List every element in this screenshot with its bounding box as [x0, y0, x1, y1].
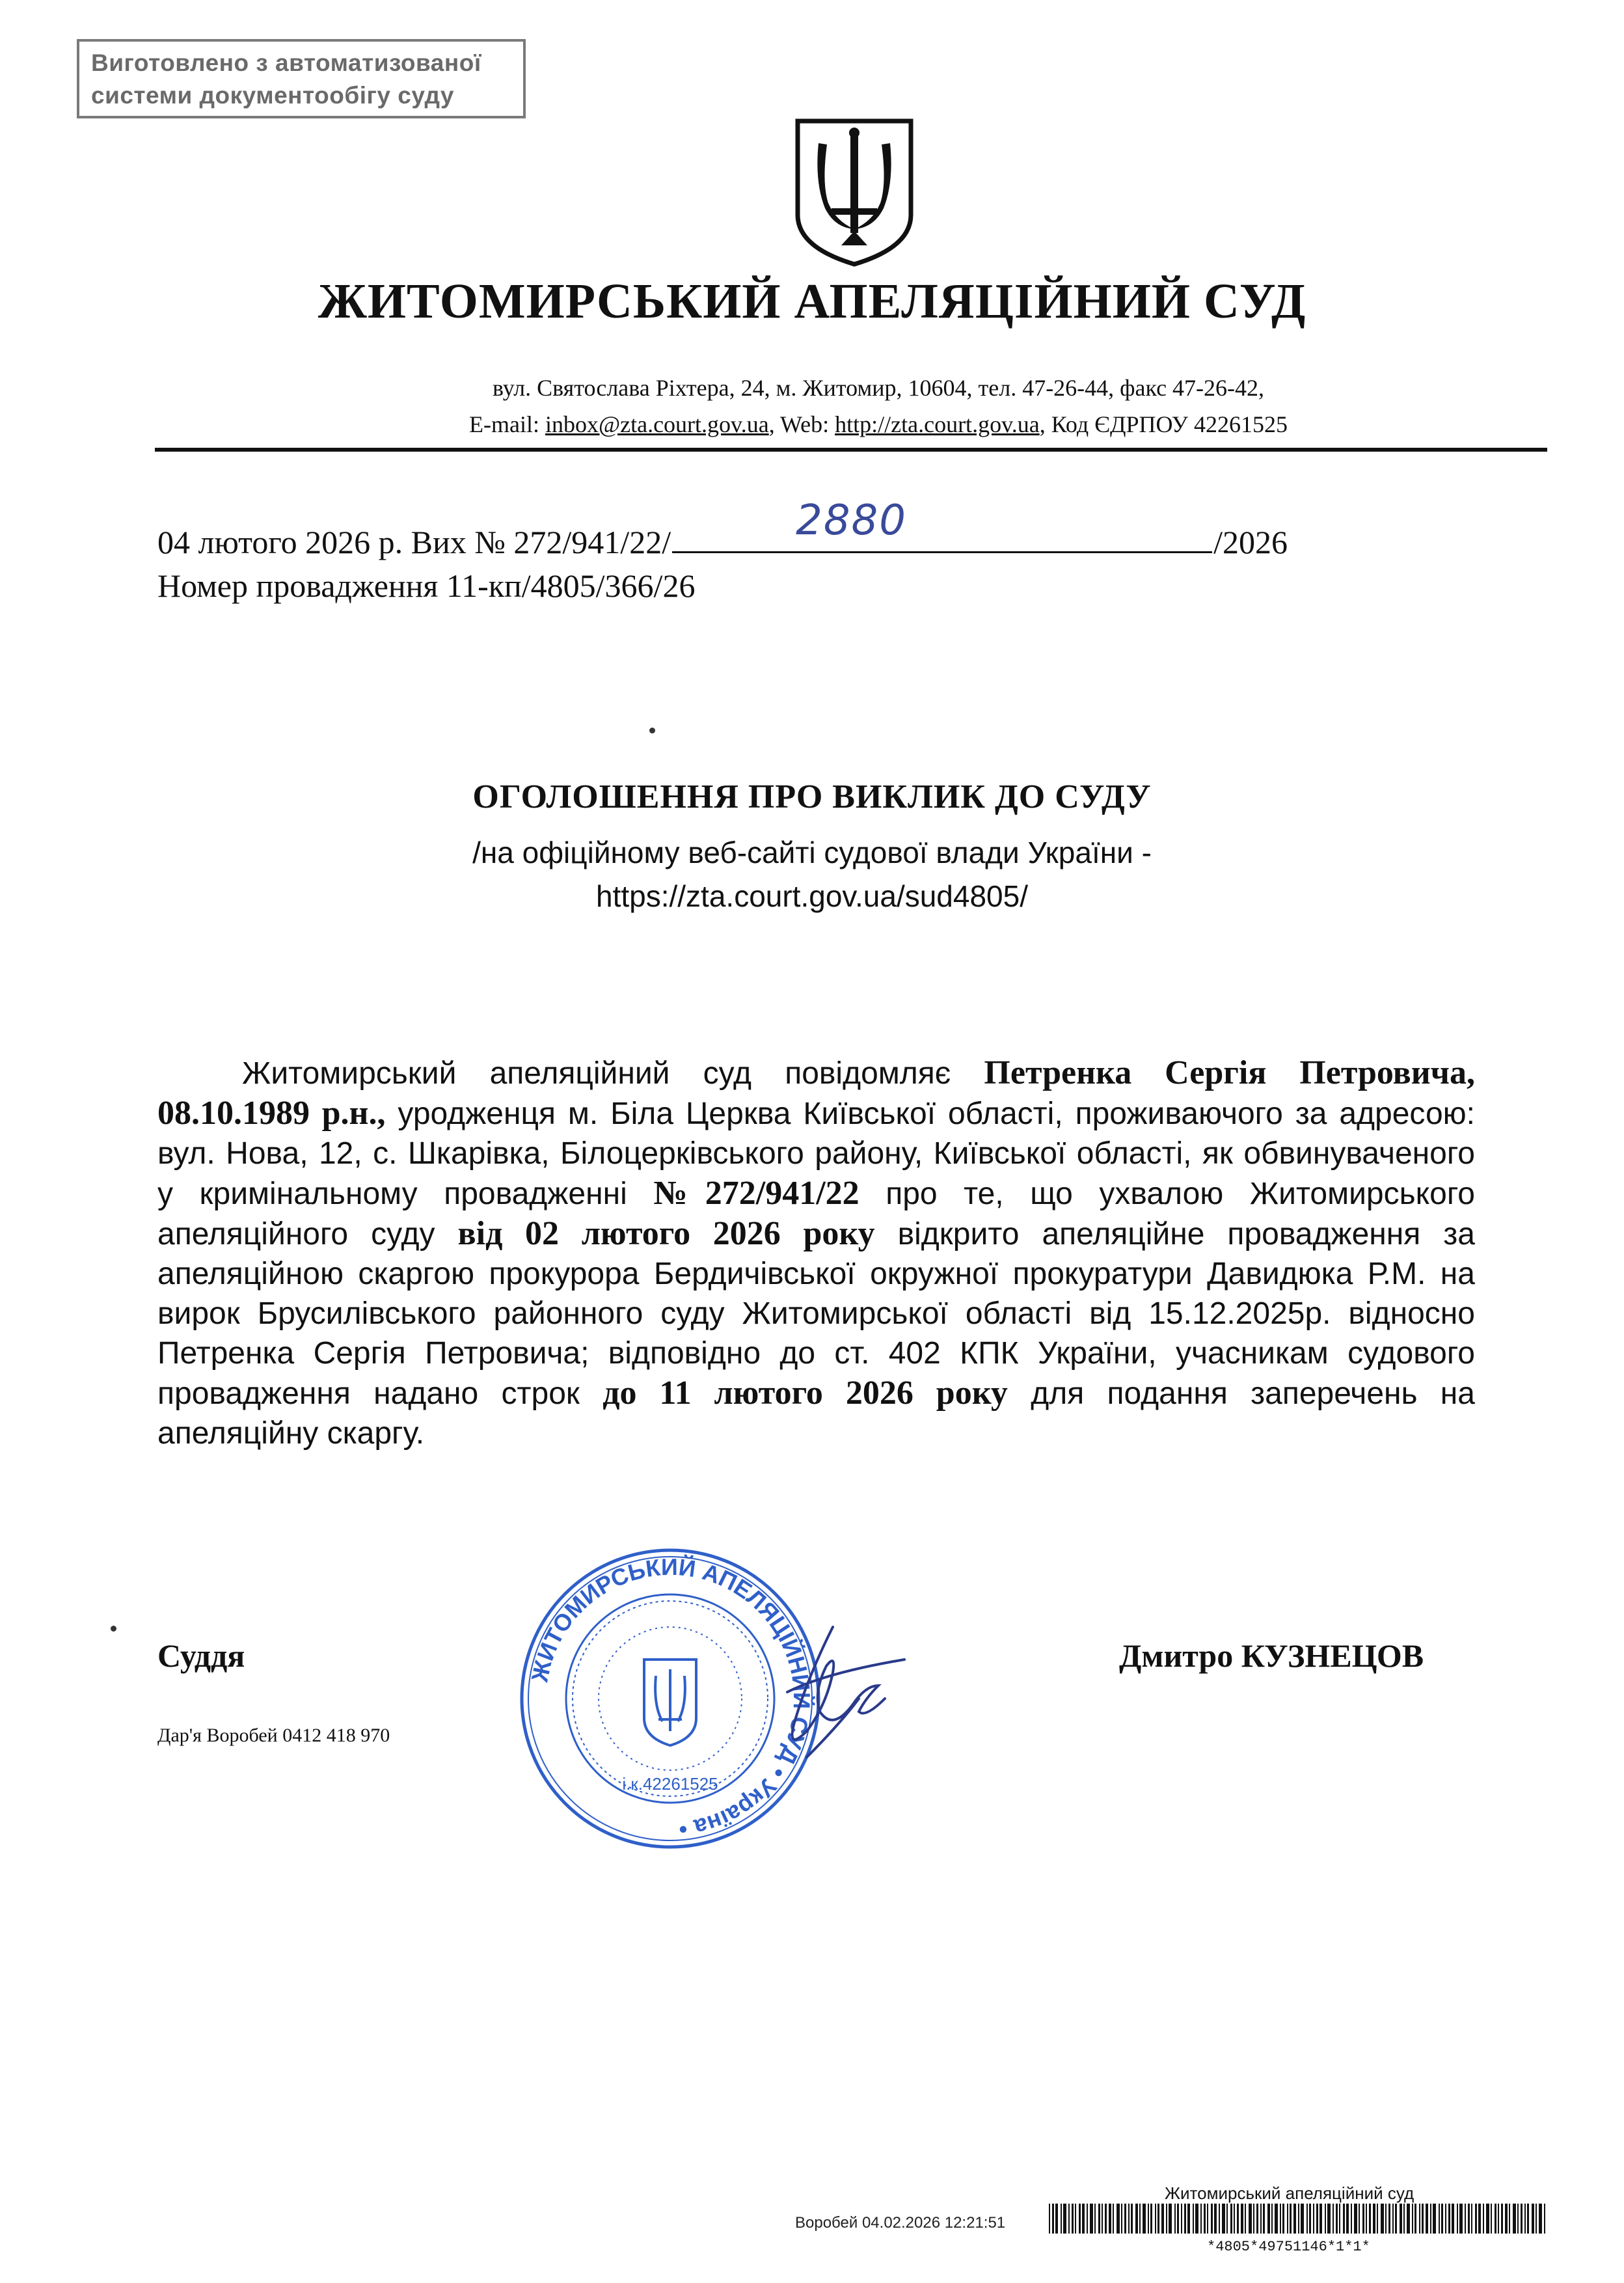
barcode-bar [1063, 2204, 1066, 2234]
edrpou-code: , Код ЄДРПОУ 42261525 [1039, 411, 1288, 437]
barcode-bar [1373, 2204, 1375, 2234]
barcode-bar [1465, 2204, 1466, 2234]
barcode-bar [1539, 2204, 1542, 2234]
system-stamp [77, 39, 526, 118]
barcode-bar [1327, 2204, 1331, 2234]
judge-signature [761, 1620, 930, 1764]
barcode-bar [1430, 2204, 1431, 2234]
barcode-bar [1483, 2204, 1484, 2234]
barcode-bar [1381, 2204, 1384, 2234]
court-title: ЖИТОМИРСЬКИЙ АПЕЛЯЦІЙНИЙ СУД [318, 274, 1306, 329]
barcode-bar [1177, 2204, 1179, 2234]
barcode-bar [1280, 2204, 1281, 2234]
proceeding-number: Номер провадження 11-кп/4805/366/26 [157, 567, 696, 604]
barcode-bar [1052, 2204, 1054, 2234]
footer-timestamp: Воробей 04.02.2026 12:21:51 [795, 2214, 1006, 2232]
barcode-bar [1102, 2204, 1103, 2234]
system-stamp-line1: Виготовлено з автоматизованої [91, 49, 481, 76]
barcode-bar [1155, 2204, 1156, 2234]
barcode-bar [1287, 2204, 1288, 2234]
barcode-bar [1169, 2204, 1172, 2234]
barcode-bar [1468, 2204, 1470, 2234]
barcode-bar [1298, 2204, 1299, 2234]
barcode-bar [1369, 2204, 1371, 2234]
barcode-bar [1343, 2204, 1345, 2234]
barcode-bar [1128, 2204, 1130, 2234]
system-stamp-line2: системи документообігу суду [91, 82, 454, 109]
executor-contact: Дар'я Воробей 0412 418 970 [157, 1725, 390, 1746]
barcode-bar [1509, 2204, 1510, 2234]
barcode-bar [1452, 2204, 1454, 2234]
announcement-url: https://zta.court.gov.ua/sud4805/ [595, 879, 1028, 913]
barcode-bar [1094, 2204, 1096, 2234]
barcode-bar [1275, 2204, 1278, 2234]
barcode-bar [1222, 2204, 1225, 2234]
barcode-bar [1395, 2204, 1397, 2234]
barcode-bar [1148, 2204, 1149, 2234]
barcode-bar [1237, 2204, 1239, 2234]
barcode-bar [1200, 2204, 1202, 2234]
barcode-bar [1419, 2204, 1420, 2234]
barcode-bar [1414, 2204, 1416, 2234]
barcode-bar [1184, 2204, 1186, 2234]
barcode-bar [1532, 2204, 1534, 2234]
barcode-bar [1445, 2204, 1446, 2234]
speck [649, 728, 655, 733]
barcode-bar [1426, 2204, 1428, 2234]
barcode-bar [1195, 2204, 1198, 2234]
judge-name: Дмитро КУЗНЕЦОВ [1119, 1637, 1424, 1674]
barcode-bar [1049, 2204, 1050, 2234]
body-text: про те, що ухвалою Житомирського апеляційного суду [157, 1177, 1476, 1251]
barcode-bar [1234, 2204, 1235, 2234]
barcode-bar [1309, 2204, 1311, 2234]
barcode-bar [1245, 2204, 1246, 2234]
barcode-bar [1207, 2204, 1208, 2234]
outgoing-number [157, 497, 1288, 565]
ruling-date: від 02 лютого 2026 року [457, 1215, 875, 1252]
barcode-bar [1457, 2204, 1458, 2234]
barcode-bar [1333, 2204, 1334, 2234]
barcode-bar [1157, 2204, 1159, 2234]
barcode-bar [1193, 2204, 1194, 2234]
barcode-bar [1079, 2204, 1081, 2234]
barcode-bar [1082, 2204, 1085, 2234]
barcode-bar [1293, 2204, 1296, 2234]
barcode-bar [1068, 2204, 1070, 2234]
email-label: E-mail: [468, 411, 545, 437]
barcode-bar [1407, 2204, 1410, 2234]
barcode-bar [1271, 2204, 1273, 2234]
barcode-bar [1495, 2204, 1496, 2234]
body-text: відкрито апеляційне провадження за апеляційною скаргою прокурора Бердичівської окружної прокуратури Давидюка Р.М. на вирок Брусилівського районного суду Житомирської області від 15.12.2025р. відносно Петренка Сергія Петровича; відповідно до ст. 402 КПК України, учасникам судового провадження надано строк [157, 1217, 1475, 1411]
barcode-bar [1075, 2204, 1076, 2234]
speck [111, 1626, 116, 1632]
seal-code: і.к.42261525 [622, 1774, 718, 1794]
barcode-bar [1325, 2204, 1326, 2234]
seal-text: ЖИТОМИРСЬКИЙ АПЕЛЯЦІЙНИЙ СУД • Україна • [526, 1553, 816, 1844]
barcode-bar [1475, 2204, 1477, 2234]
announcement-subtitle: /на офіційному веб-сайті судової влади України - [472, 836, 1152, 869]
barcode-bar [1320, 2204, 1322, 2234]
barcode-bar [1441, 2204, 1443, 2234]
barcode-bar [1061, 2204, 1062, 2234]
barcode-bar [1513, 2204, 1516, 2234]
barcode-bar [1422, 2204, 1424, 2234]
body-text: Житомирський апеляційний суд повідомляє [242, 1056, 984, 1091]
barcode-bar [1241, 2204, 1243, 2234]
body-text: для подання заперечень на апеляційну скаргу. [157, 1376, 1476, 1451]
barcode-bar [1226, 2204, 1228, 2234]
barcode-bar [1392, 2204, 1394, 2234]
case-number: №272/941/22 [653, 1175, 859, 1212]
barcode-bar [1313, 2204, 1314, 2234]
barcode-bar [1230, 2204, 1232, 2234]
barcode-bar [1166, 2204, 1167, 2234]
barcode-bar [1116, 2204, 1120, 2234]
barcode-bar [1253, 2204, 1254, 2234]
court-address [325, 370, 1431, 443]
contacts-line [325, 406, 1431, 443]
outgoing-prefix: 04 лютого 2026 р. Вих № 272/941/22/ [157, 524, 671, 560]
barcode-bar [1306, 2204, 1308, 2234]
barcode-bar [1109, 2204, 1111, 2234]
barcode-bar [1174, 2204, 1176, 2234]
accused-name: Петренка Сергія Петровича, 08.10.1989 р.н., [157, 1054, 1475, 1132]
barcode-bar [1211, 2204, 1213, 2234]
barcode-bar [1214, 2204, 1217, 2234]
barcode-bar [1260, 2204, 1262, 2234]
barcode-bar [1316, 2204, 1318, 2234]
barcode-bar [1501, 2204, 1503, 2234]
barcode-bar [1459, 2204, 1463, 2234]
address-line: вул. Святослава Ріхтера, 24, м. Житомир, 10604, тел. 47-26-44, факс 47-26-42, [492, 375, 1265, 401]
deadline: до 11 лютого 2026 року [602, 1374, 1008, 1412]
number-blank [672, 497, 1212, 553]
trident-icon [792, 117, 916, 267]
barcode [1049, 2204, 1550, 2234]
barcode-bar [1544, 2204, 1545, 2234]
barcode-bar [1267, 2204, 1270, 2234]
barcode-bar [1527, 2204, 1529, 2234]
web-link[interactable]: http://zta.court.gov.ua [835, 411, 1040, 437]
body-text: уродженця м. Біла Церква Київської області, проживаючого за адресою: вул. Нова, 12, с. Шкарівка, Білоцерківського району, Київської області, як обвинуваченого у кримінальному провадженні [157, 1097, 1475, 1211]
barcode-bar [1351, 2204, 1352, 2234]
announcement-body [157, 1053, 1475, 1453]
barcode-bar [1121, 2204, 1122, 2234]
barcode-bar [1433, 2204, 1436, 2234]
barcode-bar [1521, 2204, 1522, 2234]
barcode-bar [1143, 2204, 1146, 2234]
barcode-bar [1448, 2204, 1450, 2234]
barcode-bar [1187, 2204, 1190, 2234]
barcode-bar [1301, 2204, 1304, 2234]
barcode-bar [1486, 2204, 1489, 2234]
barcode-bar [1263, 2204, 1265, 2234]
barcode-bar [1256, 2204, 1258, 2234]
barcode-bar [1135, 2204, 1138, 2234]
footer-court-name: Житомирський апеляційний суд [1165, 2183, 1414, 2203]
barcode-bar [1403, 2204, 1405, 2234]
barcode-bar [1161, 2204, 1164, 2234]
barcode-bar [1536, 2204, 1537, 2234]
barcode-bar [1498, 2204, 1499, 2234]
judge-role: Суддя [157, 1637, 245, 1674]
web-label: , Web: [768, 411, 835, 437]
outgoing-suffix: /2026 [1213, 524, 1288, 560]
barcode-bar [1388, 2204, 1390, 2234]
barcode-bar [1359, 2204, 1360, 2234]
barcode-bar [1517, 2204, 1519, 2234]
barcode-bar [1055, 2204, 1058, 2234]
barcode-bar [1366, 2204, 1367, 2234]
barcode-bar [1336, 2204, 1338, 2234]
handwritten-number: 2880 [796, 497, 907, 545]
barcode-bar [1385, 2204, 1387, 2234]
barcode-bar [1204, 2204, 1206, 2234]
barcode-bar [1150, 2204, 1152, 2234]
barcode-bar [1346, 2204, 1349, 2234]
barcode-bar [1505, 2204, 1508, 2234]
barcode-bar [1439, 2204, 1440, 2234]
barcode-bar [1377, 2204, 1378, 2234]
barcode-bar [1181, 2204, 1182, 2234]
announcement-title: ОГОЛОШЕННЯ ПРО ВИКЛИК ДО СУДУ [472, 778, 1152, 815]
barcode-bar [1105, 2204, 1107, 2234]
barcode-bar [1113, 2204, 1114, 2234]
barcode-bar [1090, 2204, 1093, 2234]
barcode-bar [1354, 2204, 1357, 2234]
barcode-bar [1339, 2204, 1340, 2234]
barcode-bar [1491, 2204, 1492, 2234]
barcode-bar [1131, 2204, 1133, 2234]
barcode-bar [1249, 2204, 1252, 2234]
barcode-bar [1524, 2204, 1526, 2234]
barcode-bar [1471, 2204, 1472, 2234]
barcode-bar [1282, 2204, 1284, 2234]
header-divider [155, 448, 1547, 452]
barcode-bar [1124, 2204, 1126, 2234]
barcode-bar [1478, 2204, 1481, 2234]
barcode-bar [1098, 2204, 1100, 2234]
email-link[interactable]: inbox@zta.court.gov.ua [545, 411, 769, 437]
barcode-bar [1412, 2204, 1413, 2234]
barcode-bar [1139, 2204, 1141, 2234]
barcode-bar [1290, 2204, 1292, 2234]
barcode-bar [1087, 2204, 1088, 2234]
footer-barcode-code: *4805*49751146*1*1* [1207, 2239, 1370, 2255]
barcode-bar [1362, 2204, 1364, 2234]
barcode-bar [1219, 2204, 1220, 2234]
barcode-bar [1400, 2204, 1402, 2234]
barcode-bar [1072, 2204, 1074, 2234]
